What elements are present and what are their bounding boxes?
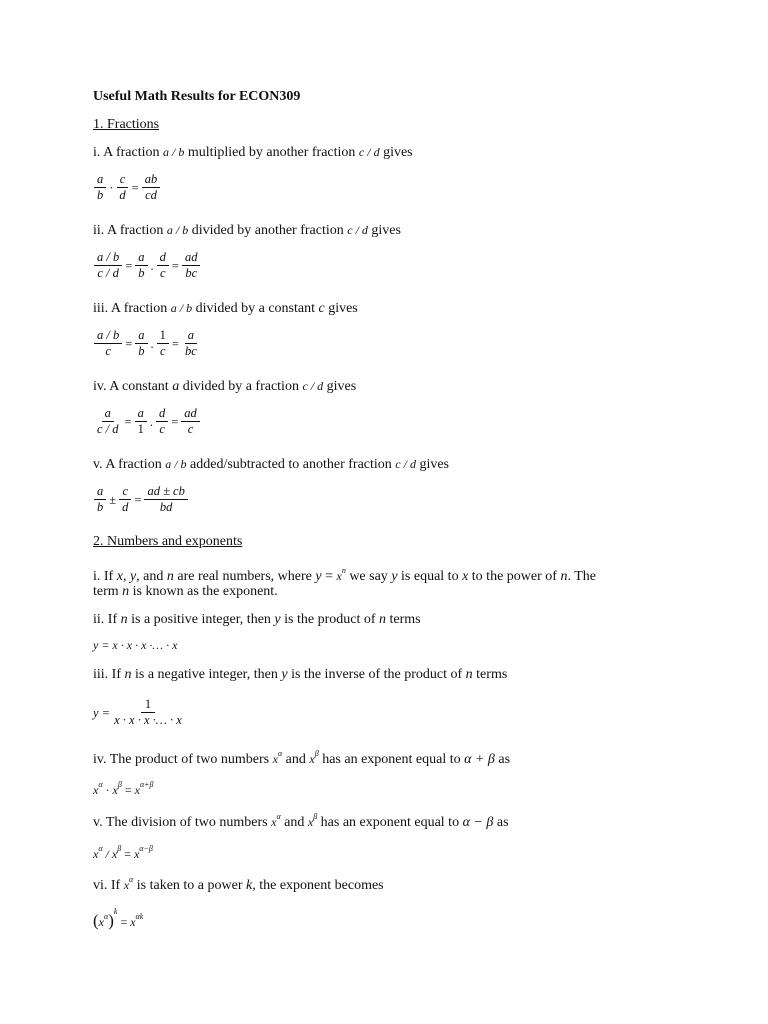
math: α + β: [464, 752, 495, 767]
math: x: [116, 569, 123, 584]
text: and: [284, 815, 305, 830]
text: divided by a constant: [195, 301, 315, 316]
fraction-rule-4-text: [93, 377, 356, 396]
math: x: [309, 752, 315, 766]
text: ,: [122, 569, 127, 584]
math: a: [172, 379, 180, 394]
fraction: [157, 250, 169, 281]
fraction: [116, 172, 128, 203]
exponent: α−β: [139, 844, 153, 853]
exponent: β: [117, 844, 122, 853]
math: a / b: [170, 301, 193, 315]
text: terms: [389, 612, 421, 627]
fraction-rule-2-equation: [93, 250, 201, 281]
denominator: cd: [145, 188, 157, 202]
numerator: 1: [141, 697, 155, 713]
denominator: c: [187, 422, 194, 436]
denominator: b: [97, 500, 104, 514]
math: c / d: [347, 223, 368, 237]
numerator: a / b: [94, 328, 122, 344]
numerator: ad ± cb: [144, 484, 187, 500]
operator: =: [125, 258, 133, 273]
text: . The: [567, 569, 596, 584]
text: gives: [326, 379, 357, 394]
text: is known as the exponent.: [132, 584, 278, 599]
fraction: [182, 328, 200, 359]
text: multiplied by another fraction: [187, 145, 356, 160]
numerator: ab: [142, 172, 161, 188]
fraction: [156, 406, 168, 437]
math: n: [120, 612, 128, 627]
text: i. If: [93, 569, 114, 584]
operator: =: [120, 915, 128, 929]
text: , the exponent becomes: [252, 878, 384, 893]
numerator: a: [135, 406, 147, 422]
operator: =: [124, 414, 132, 429]
fraction-rule-1-equation: [93, 172, 161, 203]
math: x: [133, 847, 140, 861]
numerator: a: [94, 484, 106, 500]
text: are real numbers, where: [177, 569, 312, 584]
text: divided by another fraction: [191, 223, 344, 238]
denominator: b: [138, 266, 145, 280]
math: y: [274, 612, 281, 627]
exponent-rule-4-equation: [93, 776, 154, 799]
operator: .: [149, 414, 153, 429]
paren: (: [93, 911, 99, 930]
text: gives: [328, 301, 358, 316]
operator: =: [125, 336, 133, 351]
operator: .: [150, 258, 154, 273]
exponent-rule-2-text: [93, 611, 421, 629]
denominator: b: [97, 188, 104, 202]
text: as: [498, 752, 511, 767]
exponent-rule-3-text: [93, 666, 507, 684]
fraction-rule-3-text: [93, 299, 358, 318]
text: v. A fraction: [93, 457, 162, 472]
exponent: k: [113, 907, 118, 916]
operator: ·: [109, 180, 114, 195]
text: we say: [349, 569, 388, 584]
math: α − β: [462, 815, 494, 830]
text: added/subtracted to another fraction: [190, 457, 392, 472]
math: x: [462, 569, 469, 584]
text: gives: [419, 457, 450, 472]
math: a / b: [163, 145, 185, 159]
math: x: [130, 915, 136, 929]
denominator: bd: [159, 500, 173, 514]
denominator: 1: [137, 422, 144, 436]
exponent: n: [341, 566, 346, 575]
text: is taken to a power: [136, 878, 243, 893]
exponent: α: [129, 875, 134, 884]
fraction: [94, 328, 122, 359]
math: n: [166, 569, 174, 584]
operator: =: [131, 180, 139, 195]
exponent-rule-2-equation: y = x · x · x ·… · x: [93, 638, 178, 652]
math: y: [391, 569, 398, 584]
operator: .: [150, 336, 154, 351]
denominator: c: [160, 344, 166, 358]
fraction-rule-1-text: [93, 143, 413, 162]
exponent: β: [314, 749, 319, 758]
fraction: [94, 172, 106, 203]
math: c: [318, 301, 325, 316]
math: a / b: [166, 223, 189, 237]
section-fractions-heading: 1. Fractions: [93, 117, 160, 132]
text: gives: [383, 145, 413, 160]
exponent-rule-5-text: [93, 808, 509, 832]
math: y: [281, 667, 288, 682]
section-exponents-heading: 2. Numbers and exponents: [93, 534, 243, 549]
math: n: [122, 584, 130, 599]
fraction: [182, 250, 201, 281]
text: is the product of: [284, 612, 376, 627]
exponent: α: [98, 780, 103, 789]
math: n: [124, 667, 132, 682]
math: y: [129, 569, 137, 584]
fraction: [144, 484, 187, 515]
denominator: x · x · x ·… · x: [114, 713, 182, 727]
exponent-rule-4-text: [93, 745, 510, 769]
numerator: a: [102, 406, 114, 422]
fraction-rule-4-equation: [93, 406, 201, 437]
exponent-rule-6-equation: [93, 903, 143, 931]
text: is a positive integer, then: [131, 612, 271, 627]
fraction: [135, 406, 147, 437]
exponent: β: [313, 812, 318, 821]
operator: =: [124, 847, 131, 861]
math: x: [272, 752, 278, 766]
text: i. A fraction: [93, 145, 160, 160]
exponent: α: [277, 749, 283, 758]
text: v. The division of two numbers: [93, 815, 268, 830]
fraction: [111, 697, 185, 728]
math: n: [560, 569, 568, 584]
text: iv. The product of two numbers: [93, 752, 270, 767]
numerator: a: [185, 328, 197, 344]
numerator: ad: [181, 406, 200, 422]
math: n: [465, 667, 473, 682]
text: is the inverse of the product of: [291, 667, 463, 682]
numerator: c: [117, 172, 129, 188]
exponent: α: [104, 912, 109, 921]
math: x: [134, 783, 140, 797]
exponent: αk: [135, 912, 144, 921]
denominator: bc: [185, 266, 198, 280]
denominator: d: [119, 188, 126, 202]
text: as: [496, 815, 509, 830]
exponent: α+β: [139, 780, 154, 789]
operator: =: [171, 414, 179, 429]
text: iii. A fraction: [93, 301, 168, 316]
math: x: [98, 915, 104, 929]
denominator: c: [159, 422, 165, 436]
math: x: [111, 847, 118, 861]
text: ii. If: [93, 612, 118, 627]
math: k: [246, 878, 253, 893]
fraction: [94, 484, 106, 515]
math: y: [315, 569, 322, 584]
numerator: a / b: [94, 250, 122, 266]
text: gives: [371, 223, 401, 238]
fraction: [119, 484, 131, 515]
text: vi. If: [93, 878, 121, 893]
numerator: d: [157, 250, 169, 266]
fraction: [142, 172, 161, 203]
exponent-rule-1-text-line2: [93, 583, 278, 601]
operator: =: [134, 492, 142, 507]
operator: =: [171, 258, 179, 273]
math: y =: [93, 705, 111, 720]
exponent-rule-6-text: [93, 871, 384, 895]
document-title: Useful Math Results for ECON309: [93, 89, 301, 104]
denominator: d: [122, 500, 129, 514]
fraction-rule-2-text: [93, 221, 401, 240]
math: x: [112, 783, 118, 797]
numerator: a: [94, 172, 106, 188]
math: x: [93, 783, 99, 797]
text: iv. A constant: [93, 379, 169, 394]
text: term: [93, 584, 119, 599]
text: ii. A fraction: [93, 223, 164, 238]
text: , and: [136, 569, 164, 584]
denominator: c: [160, 266, 166, 280]
numerator: d: [156, 406, 168, 422]
text: is equal to: [401, 569, 459, 584]
exponent: β: [117, 780, 122, 789]
text: has an exponent equal to: [322, 752, 461, 767]
denominator: c / d: [97, 266, 119, 280]
fraction: [94, 406, 122, 437]
denominator: c / d: [97, 422, 119, 436]
math: x: [307, 815, 314, 829]
math: =: [325, 569, 333, 584]
fraction: [94, 250, 122, 281]
text: and: [285, 752, 306, 767]
fraction: [157, 328, 169, 359]
fraction-rule-5-equation: [93, 484, 189, 515]
fraction: [135, 328, 147, 359]
operator: /: [105, 847, 109, 861]
text: has an exponent equal to: [320, 815, 460, 830]
math: x: [336, 569, 342, 583]
math: x: [93, 847, 99, 861]
fraction: [135, 250, 147, 281]
math: x: [271, 815, 277, 829]
exponent-rule-5-equation: [93, 840, 153, 863]
math: c / d: [358, 145, 380, 159]
numerator: c: [119, 484, 131, 500]
numerator: a: [135, 328, 147, 344]
text: divided by a fraction: [182, 379, 299, 394]
denominator: b: [138, 344, 145, 358]
exponent: α: [98, 844, 103, 853]
exponent: α: [276, 812, 281, 821]
denominator: c: [105, 344, 111, 358]
operator: =: [171, 336, 179, 351]
text: to the power of: [471, 569, 557, 584]
operator: ±: [109, 492, 117, 507]
numerator: ad: [182, 250, 201, 266]
text: terms: [476, 667, 508, 682]
exponent-rule-3-equation: [93, 697, 186, 728]
text: is a negative integer, then: [135, 667, 278, 682]
operator: =: [124, 783, 132, 797]
numerator: a: [135, 250, 147, 266]
math: x: [123, 878, 130, 892]
math: n: [379, 612, 386, 627]
math: c / d: [395, 457, 416, 471]
paren: ): [108, 911, 114, 930]
math: a / b: [165, 457, 187, 471]
text: iii. If: [93, 667, 121, 682]
math: c / d: [302, 379, 324, 393]
fraction-rule-5-text: [93, 455, 449, 474]
numerator: 1: [157, 328, 169, 344]
fraction-rule-3-equation: [93, 328, 201, 359]
operator: ·: [105, 783, 110, 797]
fraction: [181, 406, 200, 437]
denominator: bc: [184, 344, 197, 358]
